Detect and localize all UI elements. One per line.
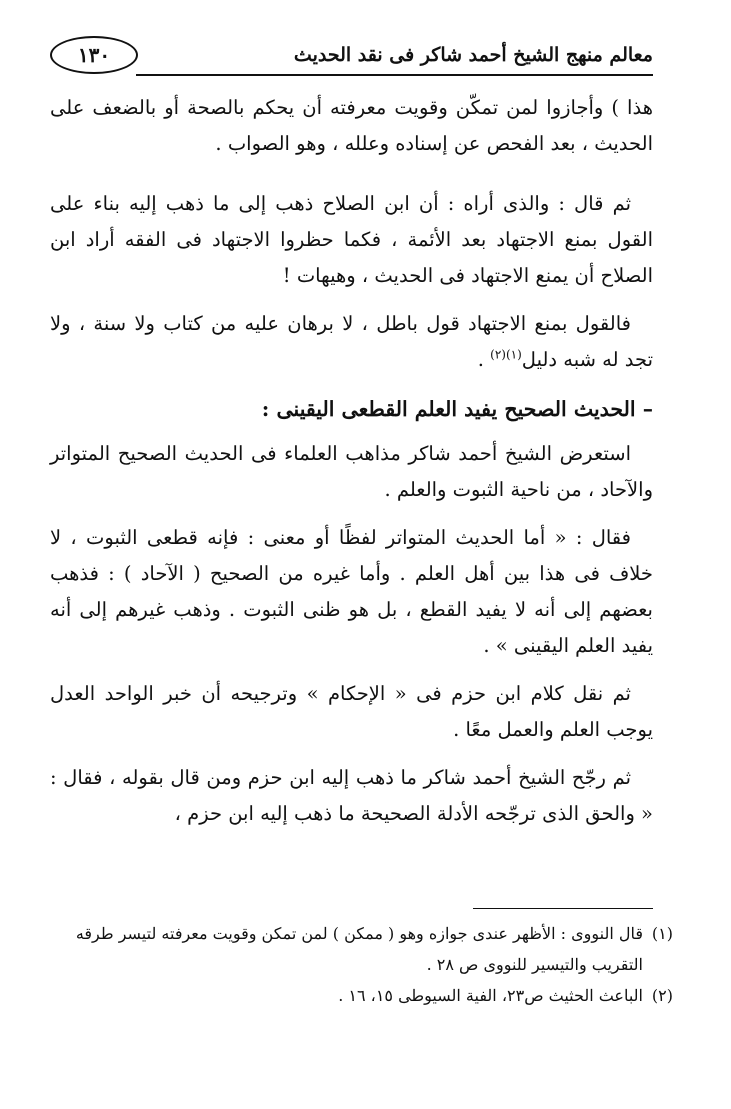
footnotes	[50, 918, 673, 1011]
footnote-2	[50, 980, 673, 1011]
paragraph-7: ثم رجّح الشيخ أحمد شاكر ما ذهب إليه ابن حزم ومن قال بقوله ، فقال : « والحق الذى ترجّحه الأدلة الصحيحة ما ذهب إليه ابن حزم ،	[50, 766, 653, 825]
section-heading: – الحديث الصحيح يفيد العلم القطعى اليقينى :	[261, 397, 653, 421]
running-title: معالم منهج الشيخ أحمد شاكر فى نقد الحديث	[293, 44, 653, 66]
page-header	[50, 36, 653, 82]
paragraph-2: ثم قال : والذى أراه : أن ابن الصلاح ذهب إلى ما ذهب إليه بناء على القول بمنع الاجتهاد بعد الأئمة ، فكما حظروا الاجتهاد فى الفقه أراد ابن الصلاح أن يمنع الاجتهاد فى الحديث ، وهيهات !	[50, 192, 653, 287]
paragraph-3-text: فالقول بمنع الاجتهاد قول باطل ، لا برهان عليه من كتاب ولا سنة ، ولا تجد له شبه دليل	[50, 312, 653, 371]
footnote-number: (١)	[651, 924, 673, 943]
footnote-number: (٢)	[651, 986, 673, 1005]
footnote-text: الباعث الحثيث ص٢٣، الفية السيوطى ١٥، ١٦ .	[338, 986, 643, 1005]
paragraph-3	[50, 306, 653, 378]
footnote-refs: (١)(٢)	[490, 347, 522, 362]
paragraph-4: استعرض الشيخ أحمد شاكر مذاهب العلماء فى الحديث الصحيح المتواتر والآحاد ، من ناحية الثبوت والعلم .	[50, 442, 653, 501]
paragraph-1: هذا ) وأجازوا لمن تمكّن وقويت معرفته أن يحكم بالصحة أو بالضعف على الحديث ، بعد الفحص عن إسناده وعلله ، وهو الصواب .	[50, 96, 653, 155]
footnote-1	[50, 918, 673, 980]
main-text	[50, 90, 653, 832]
paragraph-3-end: .	[477, 348, 491, 371]
page-number-badge: ١٣٠	[50, 36, 138, 74]
footnote-separator	[473, 908, 653, 909]
header-rule	[136, 74, 653, 76]
paragraph-5: فقال : « أما الحديث المتواتر لفظًا أو معنى : فإنه قطعى الثبوت ، لا خلاف فى هذا بين أهل العلم . وأما غيره من الصحيح ( الآحاد ) : فذهب بعضهم إلى أنه لا يفيد القطع ، بل هو ظنى الثبوت . وذهب غيرهم إلى أنه يفيد العلم اليقينى » .	[50, 526, 653, 657]
paragraph-6: ثم نقل كلام ابن حزم فى « الإحكام » وترجيحه أن خبر الواحد العدل يوجب العلم والعمل معًا .	[50, 682, 653, 741]
footnote-text: قال النووى : الأظهر عندى جوازه وهو ( ممكن ) لمن تمكن وقويت معرفته لتيسر طرقه التقريب والتيسير للنووى ص ٢٨ .	[75, 924, 643, 974]
